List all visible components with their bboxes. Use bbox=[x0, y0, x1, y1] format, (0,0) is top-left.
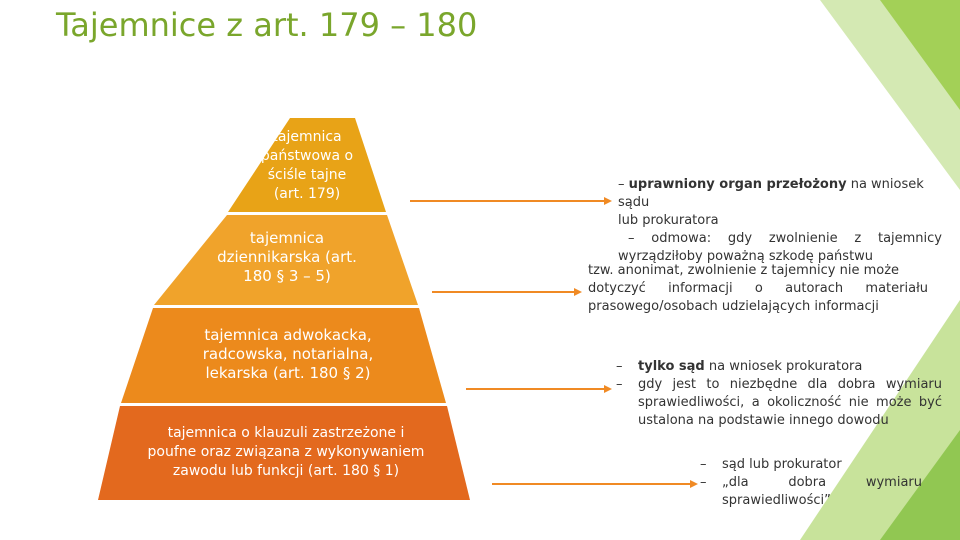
note-journalist-secret bbox=[588, 262, 928, 316]
tier-2-line: dziennikarska (art. bbox=[217, 248, 357, 266]
note-2-line-1: tzw. anonimat, zwolnienie z tajemnicy nie może bbox=[588, 263, 900, 278]
note-1-dash: – bbox=[618, 177, 625, 192]
arrow-3 bbox=[466, 385, 612, 393]
note-4-line-3: sprawiedliwości” bbox=[722, 493, 831, 508]
pyramid-tier-3-label bbox=[150, 326, 426, 383]
tier-4-line: poufne oraz związana z wykonywaniem bbox=[147, 444, 425, 460]
note-2-line-2: dotyczyć informacji o autorach materiału bbox=[588, 281, 928, 296]
note-professional-secret bbox=[616, 358, 942, 430]
tier-2-line: tajemnica bbox=[249, 229, 325, 247]
note-3-item-2 bbox=[616, 376, 942, 430]
pyramid-tier-2-label bbox=[188, 229, 386, 286]
tier-1-line: tajemnica bbox=[272, 129, 342, 145]
note-3-item-1 bbox=[616, 358, 942, 376]
note-3-rest: na wniosek prokuratora bbox=[704, 359, 863, 374]
pyramid-tier-4-label bbox=[108, 424, 464, 481]
page-title: Tajemnice z art. 179 – 180 bbox=[56, 6, 478, 44]
note-3-bold: tylko sąd bbox=[638, 359, 705, 374]
note-3-line-2: gdy jest to niezbędne dla dobra wymiaru bbox=[638, 377, 942, 392]
note-3-line-4: ustalona na podstawie innego dowodu bbox=[638, 413, 889, 428]
arrow-2 bbox=[432, 288, 582, 296]
tier-3-line: tajemnica adwokacka, bbox=[204, 326, 372, 344]
tier-4-line: zawodu lub funkcji (art. 180 § 1) bbox=[172, 463, 400, 479]
note-1-line-4: wyrządziłoby poważną szkodę państwu bbox=[618, 249, 874, 264]
arrow-1 bbox=[410, 197, 612, 205]
note-4-dash-2: – bbox=[700, 475, 707, 490]
pyramid-tier-1-label bbox=[228, 128, 386, 204]
tier-1-line: ściśle tajne bbox=[267, 167, 347, 183]
tier-3-line: lekarska (art. 180 § 2) bbox=[205, 364, 371, 382]
note-limited-secret bbox=[700, 456, 922, 510]
note-2-line-3: prasowego/osobach udzielających informacji bbox=[588, 299, 879, 314]
arrow-4 bbox=[492, 480, 698, 488]
tier-3-line: radcowska, notarialna, bbox=[202, 345, 374, 363]
note-1-rest: na wniosek sądu bbox=[618, 177, 924, 210]
note-1-line-1 bbox=[618, 176, 942, 212]
note-1-line-3: – odmowa: gdy zwolnienie z tajemnicy bbox=[628, 231, 942, 246]
note-3-dash-1: – bbox=[616, 359, 623, 374]
tier-1-line: (art. 179) bbox=[273, 186, 341, 202]
note-1-line-2: lub prokuratora bbox=[618, 213, 719, 228]
note-3-line-3: sprawiedliwości, a okoliczność nie może być bbox=[638, 395, 942, 410]
note-1-bold: uprawniony organ przełożony bbox=[628, 177, 847, 192]
tier-1-line: państwowa o bbox=[260, 148, 354, 164]
tier-2-line: 180 § 3 – 5) bbox=[243, 267, 331, 285]
note-state-secret bbox=[618, 176, 942, 266]
note-4-item-1 bbox=[700, 456, 922, 474]
note-4-dash-1: – bbox=[700, 457, 707, 472]
note-4-item-2 bbox=[700, 474, 922, 510]
note-3-dash-2: – bbox=[616, 377, 623, 392]
note-4-line-2: „dla dobra wymiaru bbox=[722, 475, 922, 490]
tier-4-line: tajemnica o klauzuli zastrzeżone i bbox=[167, 425, 405, 441]
note-4-line-1: sąd lub prokurator bbox=[722, 457, 842, 472]
